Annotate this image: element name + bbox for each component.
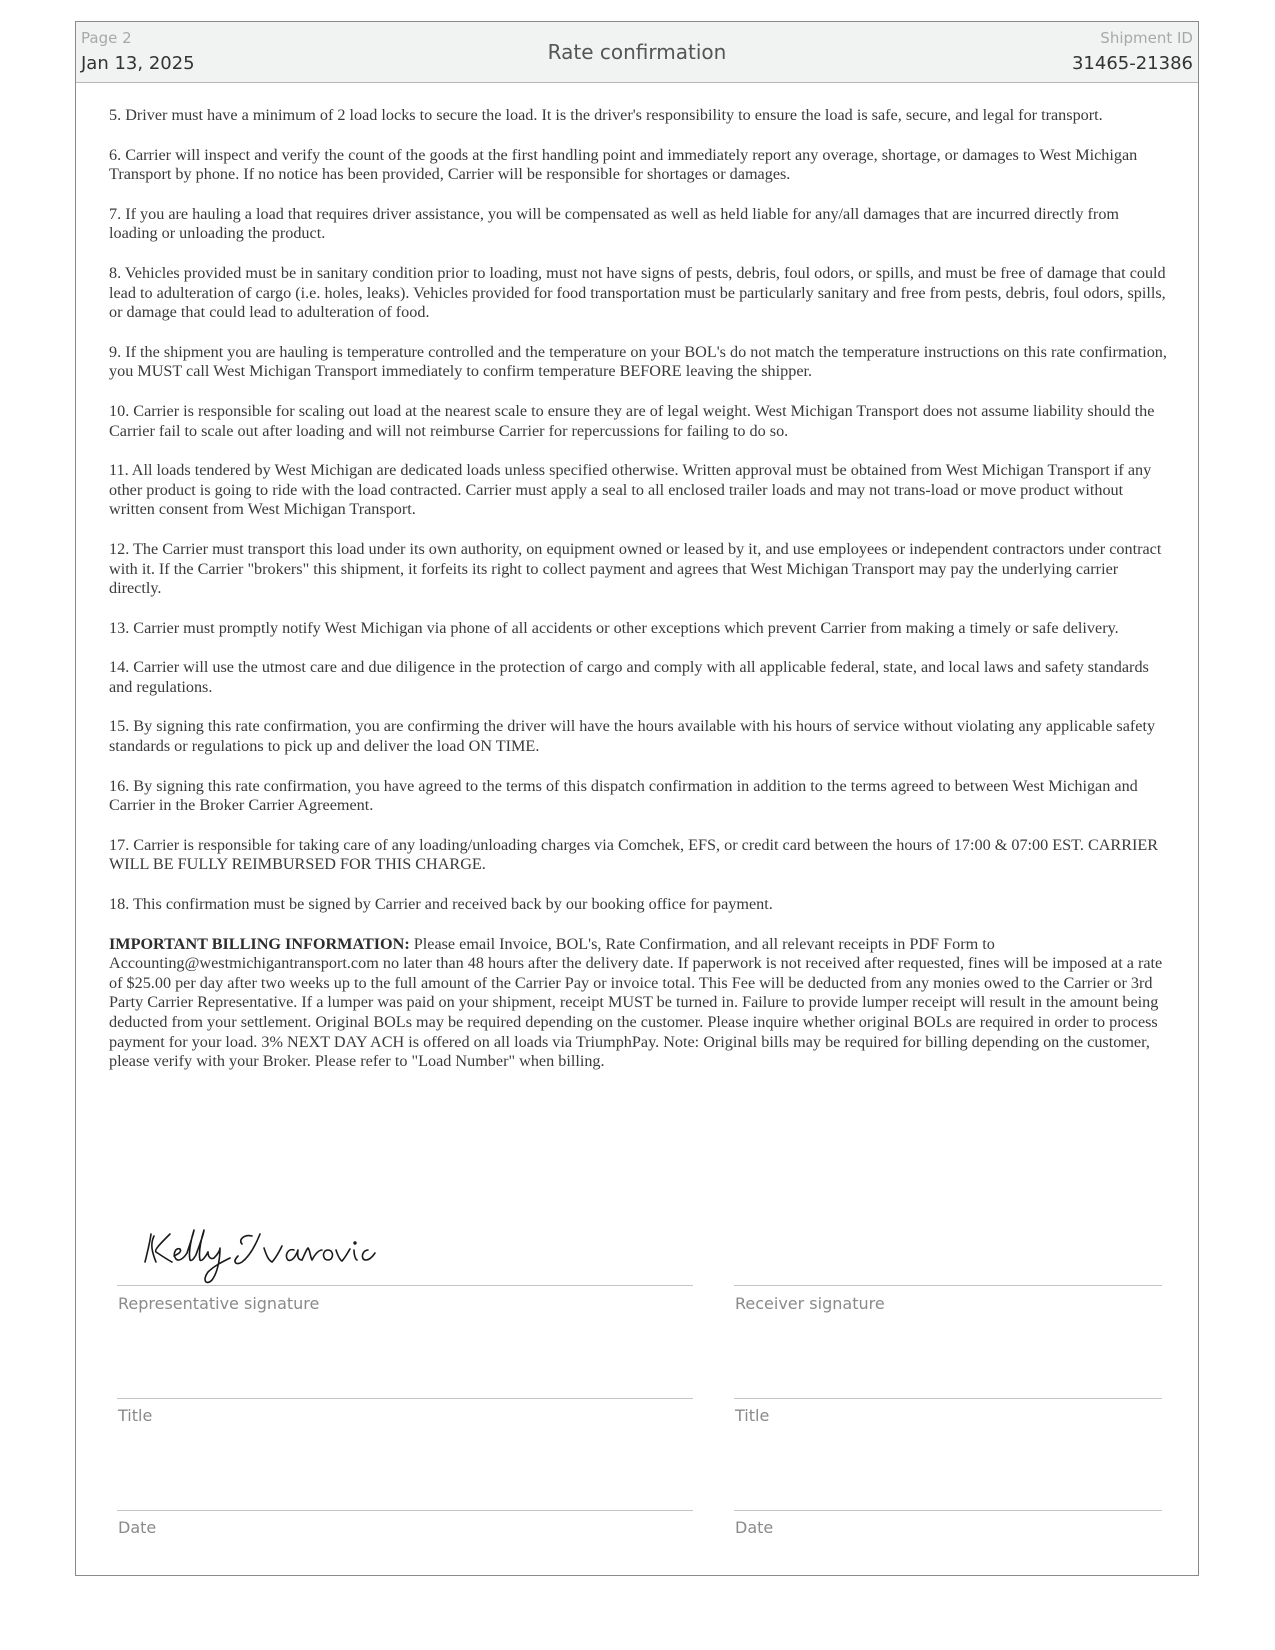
term-item: 18. This confirmation must be signed by Carrier and received back by our booking office for payment.: [109, 895, 773, 914]
term-item: 9. If the shipment you are hauling is temperature controlled and the temperature on your BOL's do not match the temperature instructions on this rate confirmation, you MUST call West Michigan Transport immediately to confirm temperature BEFORE leaving the shipper.: [109, 342, 1167, 381]
term-item: 10. Carrier is responsible for scaling out load at the nearest scale to ensure they are of legal weight. West Michigan Transport does not assume liability should the Carrier fail to scale out after loading and will not reimburse Carrier for repercussions for failing to do so.: [109, 401, 1155, 440]
receiver-signature-label: Receiver signature: [735, 1294, 885, 1313]
term-item: 15. By signing this rate confirmation, you are confirming the driver will have the hours available with his hours of service without violating any applicable safety standards or regulations to pick up and deliver the load ON TIME.: [109, 717, 1156, 756]
representative-date-line[interactable]: [117, 1510, 693, 1511]
receiver-date-label: Date: [735, 1518, 774, 1537]
representative-signature-line[interactable]: [117, 1285, 693, 1286]
receiver-date-line[interactable]: [734, 1510, 1162, 1511]
document-title: Rate confirmation: [547, 40, 727, 64]
representative-date-label: Date: [118, 1518, 157, 1537]
term-item: 13. Carrier must promptly notify West Michigan via phone of all accidents or other exceptions which prevent Carrier from making a timely or safe delivery.: [109, 618, 1119, 637]
term-item: 16. By signing this rate confirmation, you have agreed to the terms of this dispatch confirmation in addition to the terms agreed to between West Michigan and Carrier in the Broker Carrier Agreement.: [109, 776, 1138, 815]
shipment-id-label: Shipment ID: [1100, 29, 1193, 47]
term-item: 14. Carrier will use the utmost care and due diligence in the protection of cargo and comply with all applicable federal, state, and local laws and safety standards and regulations.: [109, 658, 1149, 696]
billing-text: Please email Invoice, BOL's, Rate Confirmation, and all relevant receipts in PDF Form to Accounting@westmichigantransport.com no later than 48 hours after the delivery date. If paperwork is not received after requested, fines will be imposed at a rate of $25.00 per day after two weeks up to the full amount of the Carrier Pay or invoice total. This Fee will be deducted from any monies owed to the Carrier or 3rd Party Carrier Representative. If a lumper was paid on your shipment, receipt MUST be turned in. Failure to provide lumper receipt will result in the amount being deducted from your settlement. Original BOLs may be required depending on the customer. Please inquire whether original BOLs are required in order to process payment for your load. 3% NEXT DAY ACH is offered on all loads via TriumphPay. Note: Original bills may be required for billing depending on the customer, please verify with your Broker. Please refer to "Load Number" when billing.: [109, 934, 1163, 1071]
representative-signature-label: Representative signature: [118, 1294, 320, 1313]
terms-and-conditions: [109, 106, 1167, 1092]
term-item: 11. All loads tendered by West Michigan are dedicated loads unless specified otherwise. Written approval must be obtained from West Michigan Transport if any other product is going to ride with the load contracted. Carrier must apply a seal to all enclosed trailer loads and may not trans-load or move product without written consent from West Michigan Transport.: [109, 461, 1152, 519]
term-item: 17. Carrier is responsible for taking care of any loading/unloading charges via Comchek, EFS, or credit card between the hours of 17:00 & 07:00 EST. CARRIER WILL BE FULLY REIMBURSED FOR THIS CHARGE.: [109, 835, 1159, 874]
term-item: 6. Carrier will inspect and verify the count of the goods at the first handling point and immediately report any overage, shortage, or damages to West Michigan Transport by phone. If no notice has been provided, Carrier will be responsible for shortages or damages.: [109, 145, 1138, 184]
term-item: 7. If you are hauling a load that requires driver assistance, you will be compensated as well as held liable for any/all damages that are incurred directly from loading or unloading the product.: [109, 204, 1120, 243]
receiver-title-label: Title: [735, 1406, 770, 1425]
term-item: 8. Vehicles provided must be in sanitary condition prior to loading, must not have signs of pests, debris, foul odors, or spills, and must be free of damage that could lead to adulteration of cargo (i.e. holes, leaks). Vehicles provided for food transportation must be particularly sanitary and free from pests, debris, foul odors, spills, or damage that could lead to adulteration of food.: [109, 263, 1166, 322]
billing-heading: IMPORTANT BILLING INFORMATION:: [109, 934, 410, 953]
page-header: [76, 22, 1198, 83]
receiver-signature-line[interactable]: [734, 1285, 1162, 1286]
representative-title-line[interactable]: [117, 1398, 693, 1399]
page-number-label: Page 2: [81, 29, 132, 47]
billing-information: [109, 935, 1167, 1072]
document-page: [75, 21, 1199, 1576]
shipment-id-value: 31465-21386: [1071, 53, 1193, 74]
document-date: Jan 13, 2025: [81, 53, 195, 74]
representative-title-label: Title: [118, 1406, 153, 1425]
representative-signature-image: [142, 1222, 402, 1302]
receiver-title-line[interactable]: [734, 1398, 1162, 1399]
term-item: 12. The Carrier must transport this load under its own authority, on equipment owned or leased by it, and use employees or independent contractors under contract with it. If the Carrier "brokers" this shipment, it forfeits its right to collect payment and agrees that West Michigan Transport may pay the underlying carrier directly.: [109, 539, 1162, 598]
term-item: 5. Driver must have a minimum of 2 load locks to secure the load. It is the driver's responsibility to ensure the load is safe, secure, and legal for transport.: [109, 106, 1103, 124]
